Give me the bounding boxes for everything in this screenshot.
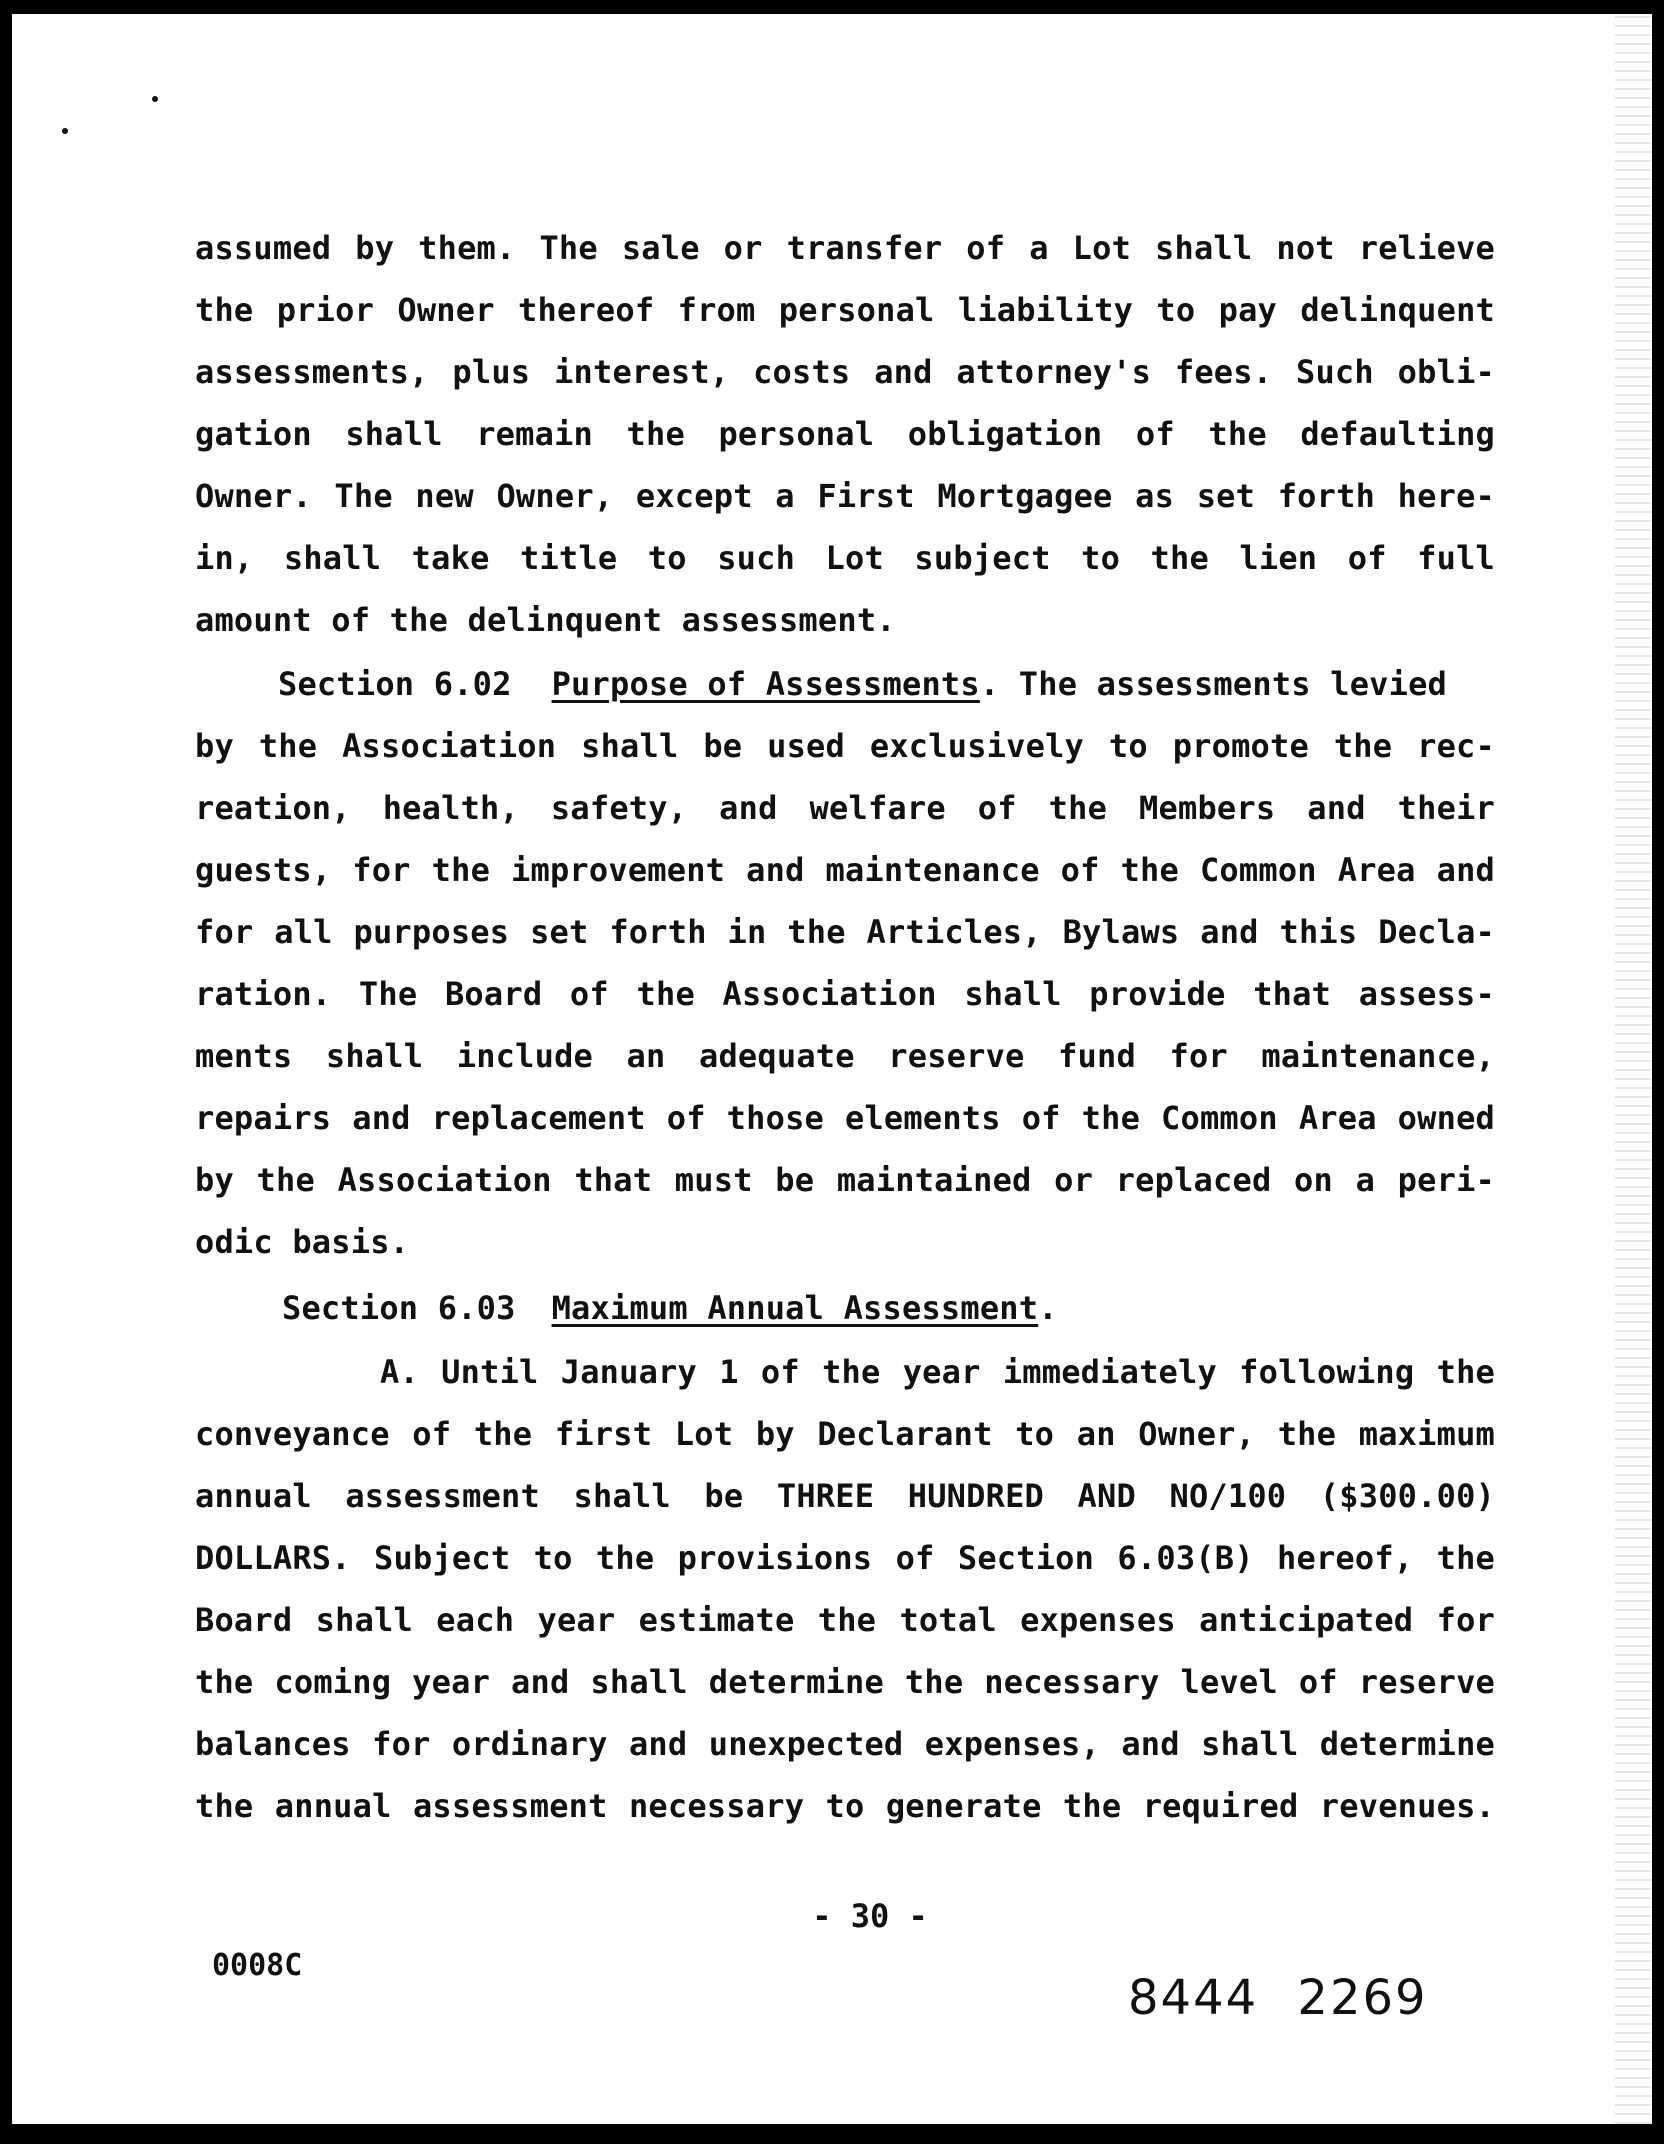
section-heading-rest: . The assessments levied <box>979 665 1448 703</box>
text-line: by the Association that must be maintained or replaced on a peri- <box>195 1161 1495 1199</box>
text-line: repairs and replacement of those elements of the Common Area owned <box>195 1099 1495 1137</box>
text-line: guests, for the improvement and maintenance of the Common Area and <box>195 851 1495 889</box>
text-line: Board shall each year estimate the total expenses anticipated for <box>195 1601 1495 1639</box>
text-line: ration. The Board of the Association shall provide that assess- <box>195 975 1495 1013</box>
text-line: assumed by them. The sale or transfer of a Lot shall not relieve <box>195 229 1495 267</box>
text-line: amount of the delinquent assessment. <box>195 601 896 639</box>
document-code: 0008C <box>212 1948 303 1983</box>
section-title: Maximum Annual Assessment <box>551 1289 1039 1327</box>
scan-border-bottom <box>0 2124 1664 2144</box>
section-heading-line <box>278 664 1495 704</box>
text-line: Owner. The new Owner, except a First Mortgagee as set forth here- <box>195 477 1495 515</box>
text-line: balances for ordinary and unexpected expenses, and shall determine <box>195 1725 1495 1763</box>
subsection-a-lead: A. Until January 1 of the year immediately following the <box>380 1353 1495 1391</box>
text-line: the annual assessment necessary to generate the required revenues. <box>195 1787 1495 1825</box>
text-line: for all purposes set forth in the Articles, Bylaws and this Decla- <box>195 913 1495 951</box>
text-line: ments shall include an adequate reserve fund for maintenance, <box>195 1037 1495 1075</box>
text-line: odic basis. <box>195 1223 410 1261</box>
text-line: reation, health, safety, and welfare of the Members and their <box>195 789 1495 827</box>
section-number: Section 6.03 <box>282 1289 516 1327</box>
section-heading-line <box>282 1288 1482 1328</box>
text-line: annual assessment shall be THREE HUNDRED AND NO/100 ($300.00) <box>195 1477 1495 1515</box>
text-line: DOLLARS. Subject to the provisions of Section 6.03(B) hereof, the <box>195 1539 1495 1577</box>
text-line: the coming year and shall determine the necessary level of reserve <box>195 1663 1495 1701</box>
scan-border-right <box>1652 0 1664 2144</box>
text-line: the prior Owner thereof from personal liability to pay delinquent <box>195 291 1495 329</box>
text-line: by the Association shall be used exclusively to promote the rec- <box>195 727 1495 765</box>
text-line: in, shall take title to such Lot subject to the lien of full <box>195 539 1495 577</box>
section-title: Purpose of Assessments <box>551 665 980 703</box>
scan-noise-edge <box>1615 14 1651 2124</box>
section-number: Section 6.02 <box>278 665 512 703</box>
scan-border-top <box>0 0 1664 14</box>
text-line: assessments, plus interest, costs and attorney's fees. Such obli- <box>195 353 1495 391</box>
text-line: gation shall remain the personal obligation of the defaulting <box>195 415 1495 453</box>
reference-number: 8444 2269 <box>1128 1970 1428 2026</box>
page-number: - 30 - <box>812 1897 928 1935</box>
text-line: conveyance of the first Lot by Declarant to an Owner, the maximum <box>195 1415 1495 1453</box>
scan-speck <box>62 128 68 134</box>
scan-speck <box>152 96 158 102</box>
section-title-end: . <box>1038 1289 1058 1327</box>
scan-border-left <box>0 0 12 2144</box>
